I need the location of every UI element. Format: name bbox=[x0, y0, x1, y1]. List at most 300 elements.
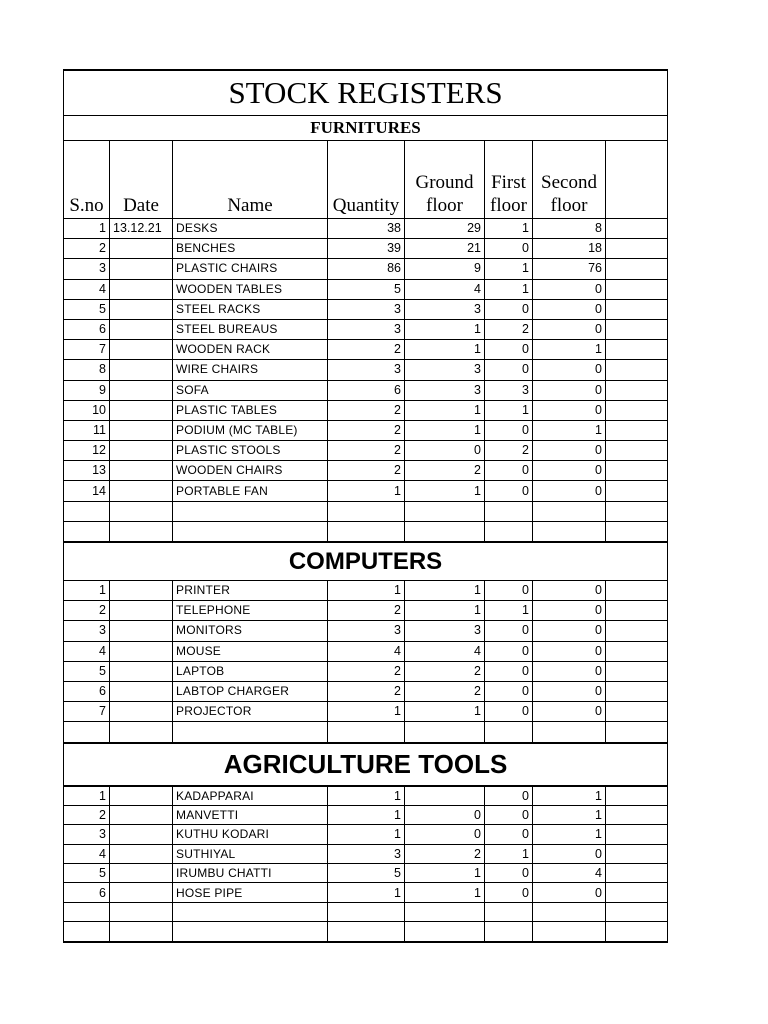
blank-cell bbox=[606, 380, 668, 400]
second-floor-cell: 0 bbox=[533, 681, 606, 701]
quantity-cell: 3 bbox=[328, 319, 405, 339]
name-cell: WOODEN CHAIRS bbox=[173, 461, 328, 481]
empty-cell bbox=[173, 722, 328, 743]
blank-cell bbox=[606, 641, 668, 661]
col-sno: S.no bbox=[64, 141, 110, 219]
table-row bbox=[64, 239, 668, 259]
date-cell bbox=[110, 259, 173, 279]
first-floor-cell: 0 bbox=[485, 825, 533, 844]
empty-cell bbox=[110, 902, 173, 921]
sno-cell: 1 bbox=[64, 786, 110, 806]
first-floor-cell: 0 bbox=[485, 461, 533, 481]
first-floor-cell: 0 bbox=[485, 481, 533, 501]
first-floor-cell: 0 bbox=[485, 621, 533, 641]
first-floor-cell: 0 bbox=[485, 420, 533, 440]
empty-cell bbox=[110, 501, 173, 521]
name-cell: KUTHU KODARI bbox=[173, 825, 328, 844]
name-cell: IRUMBU CHATTI bbox=[173, 864, 328, 883]
name-cell: KADAPPARAI bbox=[173, 786, 328, 806]
quantity-cell: 3 bbox=[328, 621, 405, 641]
empty-cell bbox=[64, 501, 110, 521]
quantity-cell: 3 bbox=[328, 299, 405, 319]
sno-cell: 2 bbox=[64, 805, 110, 824]
first-floor-cell: 0 bbox=[485, 360, 533, 380]
empty-cell bbox=[110, 922, 173, 942]
date-cell bbox=[110, 661, 173, 681]
table-row bbox=[64, 621, 668, 641]
quantity-cell: 3 bbox=[328, 360, 405, 380]
sno-cell: 4 bbox=[64, 279, 110, 299]
table-row bbox=[64, 340, 668, 360]
empty-cell bbox=[533, 521, 606, 542]
quantity-cell: 86 bbox=[328, 259, 405, 279]
computers-heading: COMPUTERS bbox=[64, 542, 668, 581]
ground-floor-cell: 3 bbox=[405, 299, 485, 319]
empty-cell bbox=[485, 521, 533, 542]
ground-floor-cell: 21 bbox=[405, 239, 485, 259]
quantity-cell: 1 bbox=[328, 805, 405, 824]
date-cell bbox=[110, 681, 173, 701]
quantity-cell: 5 bbox=[328, 864, 405, 883]
ground-floor-cell: 3 bbox=[405, 360, 485, 380]
table-row bbox=[64, 319, 668, 339]
table-row bbox=[64, 219, 668, 239]
ground-floor-cell: 1 bbox=[405, 400, 485, 420]
col-blank bbox=[606, 141, 668, 219]
col-second-floor: Second floor bbox=[533, 141, 606, 219]
name-cell: MANVETTI bbox=[173, 805, 328, 824]
quantity-cell: 1 bbox=[328, 702, 405, 722]
blank-cell bbox=[606, 864, 668, 883]
blank-cell bbox=[606, 681, 668, 701]
blank-cell bbox=[606, 360, 668, 380]
empty-cell bbox=[110, 521, 173, 542]
ground-floor-cell: 9 bbox=[405, 259, 485, 279]
table-row bbox=[64, 805, 668, 824]
ground-floor-cell: 1 bbox=[405, 319, 485, 339]
empty-cell bbox=[606, 902, 668, 921]
ground-floor-cell: 3 bbox=[405, 621, 485, 641]
date-cell bbox=[110, 239, 173, 259]
second-floor-cell: 1 bbox=[533, 805, 606, 824]
first-floor-cell: 1 bbox=[485, 219, 533, 239]
col-name: Name bbox=[173, 141, 328, 219]
name-cell: WOODEN TABLES bbox=[173, 279, 328, 299]
empty-cell bbox=[405, 521, 485, 542]
sno-cell: 3 bbox=[64, 825, 110, 844]
table-row bbox=[64, 581, 668, 601]
date-cell bbox=[110, 864, 173, 883]
name-cell: PLASTIC STOOLS bbox=[173, 441, 328, 461]
blank-cell bbox=[606, 661, 668, 681]
quantity-cell: 4 bbox=[328, 641, 405, 661]
second-floor-cell: 0 bbox=[533, 702, 606, 722]
second-floor-cell: 1 bbox=[533, 786, 606, 806]
second-floor-cell: 0 bbox=[533, 883, 606, 902]
second-floor-cell: 76 bbox=[533, 259, 606, 279]
ground-floor-cell: 3 bbox=[405, 380, 485, 400]
sno-cell: 6 bbox=[64, 319, 110, 339]
empty-row bbox=[64, 922, 668, 942]
table-row bbox=[64, 299, 668, 319]
ground-floor-cell: 2 bbox=[405, 661, 485, 681]
second-floor-cell: 0 bbox=[533, 461, 606, 481]
empty-row bbox=[64, 521, 668, 542]
table-row bbox=[64, 420, 668, 440]
ground-floor-cell: 1 bbox=[405, 581, 485, 601]
name-cell: MOUSE bbox=[173, 641, 328, 661]
date-cell bbox=[110, 279, 173, 299]
blank-cell bbox=[606, 299, 668, 319]
empty-cell bbox=[606, 521, 668, 542]
quantity-cell: 38 bbox=[328, 219, 405, 239]
table-row bbox=[64, 883, 668, 902]
table-row bbox=[64, 461, 668, 481]
quantity-cell: 2 bbox=[328, 420, 405, 440]
first-floor-cell: 1 bbox=[485, 844, 533, 863]
empty-cell bbox=[485, 902, 533, 921]
first-floor-cell: 2 bbox=[485, 319, 533, 339]
blank-cell bbox=[606, 420, 668, 440]
table-row bbox=[64, 786, 668, 806]
computers-section-header bbox=[64, 542, 668, 581]
second-floor-cell: 1 bbox=[533, 825, 606, 844]
first-floor-cell: 0 bbox=[485, 864, 533, 883]
quantity-cell: 3 bbox=[328, 844, 405, 863]
sno-cell: 4 bbox=[64, 641, 110, 661]
first-floor-cell: 0 bbox=[485, 883, 533, 902]
first-floor-cell: 3 bbox=[485, 380, 533, 400]
date-cell bbox=[110, 420, 173, 440]
empty-cell bbox=[405, 902, 485, 921]
quantity-cell: 1 bbox=[328, 825, 405, 844]
first-floor-cell: 0 bbox=[485, 340, 533, 360]
empty-cell bbox=[64, 902, 110, 921]
empty-cell bbox=[533, 902, 606, 921]
name-cell: HOSE PIPE bbox=[173, 883, 328, 902]
date-cell bbox=[110, 319, 173, 339]
second-floor-cell: 0 bbox=[533, 581, 606, 601]
stock-register-table bbox=[63, 69, 668, 943]
empty-cell bbox=[64, 722, 110, 743]
date-cell bbox=[110, 825, 173, 844]
empty-cell bbox=[533, 922, 606, 942]
empty-cell bbox=[606, 722, 668, 743]
table-row bbox=[64, 441, 668, 461]
date-cell bbox=[110, 360, 173, 380]
sno-cell: 5 bbox=[64, 864, 110, 883]
name-cell: SUTHIYAL bbox=[173, 844, 328, 863]
table-row bbox=[64, 825, 668, 844]
second-floor-cell: 0 bbox=[533, 400, 606, 420]
empty-row bbox=[64, 902, 668, 921]
date-cell bbox=[110, 481, 173, 501]
ground-floor-cell: 4 bbox=[405, 279, 485, 299]
ground-floor-cell: 0 bbox=[405, 805, 485, 824]
sno-cell: 12 bbox=[64, 441, 110, 461]
quantity-cell: 2 bbox=[328, 340, 405, 360]
sno-cell: 7 bbox=[64, 340, 110, 360]
table-row bbox=[64, 380, 668, 400]
quantity-cell: 39 bbox=[328, 239, 405, 259]
agriculture-section-header bbox=[64, 743, 668, 786]
name-cell: BENCHES bbox=[173, 239, 328, 259]
ground-floor-cell: 29 bbox=[405, 219, 485, 239]
empty-cell bbox=[110, 722, 173, 743]
name-cell: DESKS bbox=[173, 219, 328, 239]
column-header-row bbox=[64, 141, 668, 219]
empty-cell bbox=[405, 722, 485, 743]
col-date: Date bbox=[110, 141, 173, 219]
blank-cell bbox=[606, 581, 668, 601]
sno-cell: 5 bbox=[64, 661, 110, 681]
first-floor-cell: 0 bbox=[485, 702, 533, 722]
ground-floor-cell: 1 bbox=[405, 601, 485, 621]
empty-cell bbox=[328, 501, 405, 521]
name-cell: SOFA bbox=[173, 380, 328, 400]
blank-cell bbox=[606, 844, 668, 863]
table-row bbox=[64, 641, 668, 661]
empty-cell bbox=[328, 922, 405, 942]
first-floor-cell: 1 bbox=[485, 279, 533, 299]
first-floor-cell: 0 bbox=[485, 239, 533, 259]
first-floor-cell: 1 bbox=[485, 601, 533, 621]
page-title: STOCK REGISTERS bbox=[64, 70, 668, 116]
name-cell: WIRE CHAIRS bbox=[173, 360, 328, 380]
blank-cell bbox=[606, 400, 668, 420]
quantity-cell: 2 bbox=[328, 441, 405, 461]
empty-cell bbox=[606, 922, 668, 942]
sno-cell: 2 bbox=[64, 601, 110, 621]
sno-cell: 7 bbox=[64, 702, 110, 722]
ground-floor-cell: 1 bbox=[405, 420, 485, 440]
blank-cell bbox=[606, 702, 668, 722]
date-cell bbox=[110, 641, 173, 661]
first-floor-cell: 0 bbox=[485, 661, 533, 681]
empty-cell bbox=[606, 501, 668, 521]
second-floor-cell: 0 bbox=[533, 319, 606, 339]
first-floor-cell: 0 bbox=[485, 581, 533, 601]
empty-cell bbox=[328, 902, 405, 921]
second-floor-cell: 0 bbox=[533, 661, 606, 681]
first-floor-cell: 0 bbox=[485, 786, 533, 806]
blank-cell bbox=[606, 786, 668, 806]
quantity-cell: 2 bbox=[328, 681, 405, 701]
blank-cell bbox=[606, 279, 668, 299]
date-cell bbox=[110, 441, 173, 461]
second-floor-cell: 8 bbox=[533, 219, 606, 239]
name-cell: PROJECTOR bbox=[173, 702, 328, 722]
second-floor-cell: 0 bbox=[533, 360, 606, 380]
first-floor-cell: 1 bbox=[485, 400, 533, 420]
second-floor-cell: 0 bbox=[533, 279, 606, 299]
table-row bbox=[64, 279, 668, 299]
blank-cell bbox=[606, 340, 668, 360]
blank-cell bbox=[606, 239, 668, 259]
blank-cell bbox=[606, 883, 668, 902]
sno-cell: 4 bbox=[64, 844, 110, 863]
empty-cell bbox=[64, 922, 110, 942]
date-cell bbox=[110, 883, 173, 902]
name-cell: STEEL RACKS bbox=[173, 299, 328, 319]
sno-cell: 1 bbox=[64, 581, 110, 601]
name-cell: LAPTOB bbox=[173, 661, 328, 681]
empty-cell bbox=[485, 501, 533, 521]
blank-cell bbox=[606, 441, 668, 461]
name-cell: LABTOP CHARGER bbox=[173, 681, 328, 701]
blank-cell bbox=[606, 621, 668, 641]
blank-cell bbox=[606, 319, 668, 339]
empty-row bbox=[64, 501, 668, 521]
table-row bbox=[64, 864, 668, 883]
quantity-cell: 1 bbox=[328, 581, 405, 601]
table-row bbox=[64, 400, 668, 420]
ground-floor-cell: 1 bbox=[405, 864, 485, 883]
first-floor-cell: 1 bbox=[485, 259, 533, 279]
date-cell bbox=[110, 299, 173, 319]
second-floor-cell: 0 bbox=[533, 299, 606, 319]
ground-floor-cell: 1 bbox=[405, 702, 485, 722]
sno-cell: 13 bbox=[64, 461, 110, 481]
empty-cell bbox=[533, 501, 606, 521]
name-cell: STEEL BUREAUS bbox=[173, 319, 328, 339]
table-row bbox=[64, 360, 668, 380]
blank-cell bbox=[606, 259, 668, 279]
ground-floor-cell: 2 bbox=[405, 681, 485, 701]
first-floor-cell: 0 bbox=[485, 805, 533, 824]
quantity-cell: 2 bbox=[328, 461, 405, 481]
second-floor-cell: 0 bbox=[533, 641, 606, 661]
sno-cell: 8 bbox=[64, 360, 110, 380]
sno-cell: 3 bbox=[64, 621, 110, 641]
blank-cell bbox=[606, 805, 668, 824]
date-cell bbox=[110, 786, 173, 806]
empty-cell bbox=[328, 521, 405, 542]
empty-cell bbox=[173, 922, 328, 942]
quantity-cell: 1 bbox=[328, 883, 405, 902]
second-floor-cell: 4 bbox=[533, 864, 606, 883]
sno-cell: 1 bbox=[64, 219, 110, 239]
second-floor-cell: 0 bbox=[533, 844, 606, 863]
ground-floor-cell: 2 bbox=[405, 844, 485, 863]
sno-cell: 6 bbox=[64, 681, 110, 701]
table-row bbox=[64, 481, 668, 501]
date-cell bbox=[110, 581, 173, 601]
name-cell: PRINTER bbox=[173, 581, 328, 601]
blank-cell bbox=[606, 219, 668, 239]
sno-cell: 2 bbox=[64, 239, 110, 259]
date-cell bbox=[110, 621, 173, 641]
sno-cell: 9 bbox=[64, 380, 110, 400]
date-cell bbox=[110, 340, 173, 360]
empty-cell bbox=[485, 922, 533, 942]
second-floor-cell: 18 bbox=[533, 239, 606, 259]
sno-cell: 3 bbox=[64, 259, 110, 279]
table-row bbox=[64, 681, 668, 701]
blank-cell bbox=[606, 825, 668, 844]
ground-floor-cell: 1 bbox=[405, 340, 485, 360]
quantity-cell: 2 bbox=[328, 400, 405, 420]
empty-cell bbox=[328, 722, 405, 743]
blank-cell bbox=[606, 481, 668, 501]
first-floor-cell: 0 bbox=[485, 299, 533, 319]
agriculture-heading: AGRICULTURE TOOLS bbox=[64, 743, 668, 786]
sno-cell: 6 bbox=[64, 883, 110, 902]
empty-cell bbox=[64, 521, 110, 542]
table-row bbox=[64, 259, 668, 279]
first-floor-cell: 0 bbox=[485, 641, 533, 661]
empty-cell bbox=[405, 922, 485, 942]
ground-floor-cell: 0 bbox=[405, 441, 485, 461]
ground-floor-cell: 1 bbox=[405, 481, 485, 501]
second-floor-cell: 1 bbox=[533, 420, 606, 440]
table-row bbox=[64, 601, 668, 621]
name-cell: PODIUM (MC TABLE) bbox=[173, 420, 328, 440]
col-first-floor: First floor bbox=[485, 141, 533, 219]
table-row bbox=[64, 844, 668, 863]
empty-cell bbox=[405, 501, 485, 521]
name-cell: PLASTIC CHAIRS bbox=[173, 259, 328, 279]
first-floor-cell: 2 bbox=[485, 441, 533, 461]
empty-cell bbox=[173, 902, 328, 921]
name-cell: PORTABLE FAN bbox=[173, 481, 328, 501]
date-cell bbox=[110, 461, 173, 481]
quantity-cell: 1 bbox=[328, 481, 405, 501]
furnitures-heading: FURNITURES bbox=[64, 116, 668, 141]
sno-cell: 5 bbox=[64, 299, 110, 319]
quantity-cell: 5 bbox=[328, 279, 405, 299]
second-floor-cell: 0 bbox=[533, 481, 606, 501]
col-ground-floor: Ground floor bbox=[405, 141, 485, 219]
name-cell: PLASTIC TABLES bbox=[173, 400, 328, 420]
table-row bbox=[64, 702, 668, 722]
ground-floor-cell: 0 bbox=[405, 825, 485, 844]
ground-floor-cell: 1 bbox=[405, 883, 485, 902]
empty-cell bbox=[533, 722, 606, 743]
sno-cell: 10 bbox=[64, 400, 110, 420]
col-quantity: Quantity bbox=[328, 141, 405, 219]
sno-cell: 14 bbox=[64, 481, 110, 501]
quantity-cell: 1 bbox=[328, 786, 405, 806]
empty-cell bbox=[173, 501, 328, 521]
first-floor-cell: 0 bbox=[485, 681, 533, 701]
second-floor-cell: 0 bbox=[533, 601, 606, 621]
blank-cell bbox=[606, 461, 668, 481]
quantity-cell: 2 bbox=[328, 601, 405, 621]
quantity-cell: 2 bbox=[328, 661, 405, 681]
name-cell: WOODEN RACK bbox=[173, 340, 328, 360]
sno-cell: 11 bbox=[64, 420, 110, 440]
empty-cell bbox=[173, 521, 328, 542]
empty-row bbox=[64, 722, 668, 743]
ground-floor-cell bbox=[405, 786, 485, 806]
name-cell: TELEPHONE bbox=[173, 601, 328, 621]
date-cell bbox=[110, 380, 173, 400]
empty-cell bbox=[485, 722, 533, 743]
date-cell bbox=[110, 702, 173, 722]
date-cell bbox=[110, 805, 173, 824]
date-cell: 13.12.21 bbox=[110, 219, 173, 239]
second-floor-cell: 1 bbox=[533, 340, 606, 360]
quantity-cell: 6 bbox=[328, 380, 405, 400]
second-floor-cell: 0 bbox=[533, 441, 606, 461]
date-cell bbox=[110, 400, 173, 420]
name-cell: MONITORS bbox=[173, 621, 328, 641]
date-cell bbox=[110, 601, 173, 621]
second-floor-cell: 0 bbox=[533, 621, 606, 641]
second-floor-cell: 0 bbox=[533, 380, 606, 400]
blank-cell bbox=[606, 601, 668, 621]
